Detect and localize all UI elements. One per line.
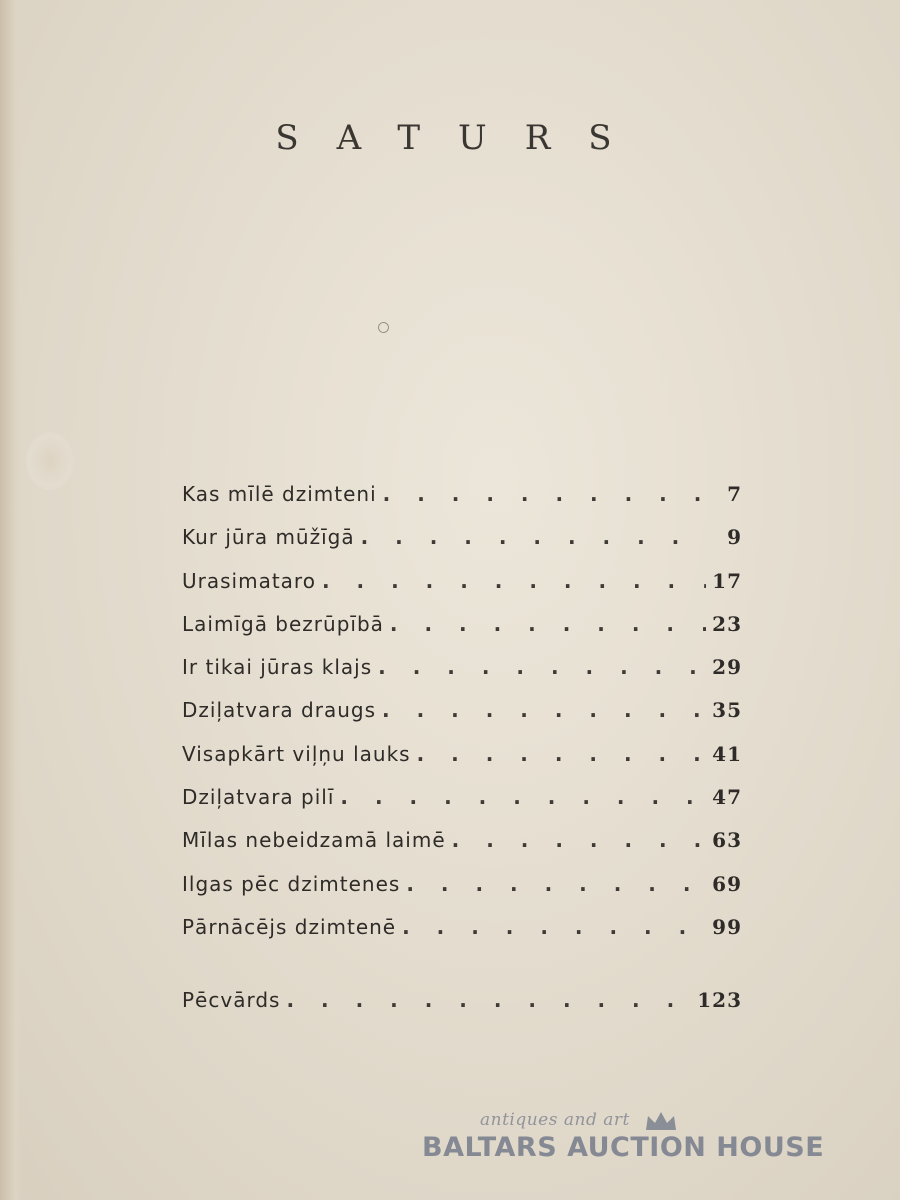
toc-entry <box>182 742 742 785</box>
dot-leader <box>390 612 706 636</box>
toc-entry-page: 9 <box>727 525 742 550</box>
toc-entry-title: Ir tikai jūras klajs <box>182 655 373 680</box>
toc-entry-title: Laimīgā bezrūpībā <box>182 611 384 636</box>
toc-entry-title: Ilgas pēc dzimtenes <box>182 871 401 896</box>
dot-leader <box>361 525 706 549</box>
paper-stain <box>26 432 74 490</box>
toc-entry-title: Visapkārt viļņu lauks <box>182 741 411 766</box>
toc-entry <box>182 698 742 741</box>
page-edge-shadow <box>0 0 22 1200</box>
toc-entry-page: 23 <box>712 611 742 636</box>
dot-leader <box>378 655 706 679</box>
toc-entry-page: 99 <box>712 914 742 939</box>
toc-entry <box>182 785 742 828</box>
toc-entry-title: Pārnācējs dzimtenē <box>182 914 397 939</box>
toc-entry <box>182 915 742 958</box>
watermark <box>420 1110 825 1170</box>
crown-icon <box>644 1110 678 1132</box>
toc-entry-page: 47 <box>712 785 742 810</box>
toc-entry <box>182 525 742 568</box>
dot-leader <box>402 915 706 939</box>
dot-leader <box>340 785 706 809</box>
dot-leader <box>286 988 691 1012</box>
dot-leader <box>452 828 706 852</box>
toc-entry <box>182 482 742 525</box>
toc-entry-title: Kur jūra mūžīgā <box>182 525 355 550</box>
toc-entry <box>182 612 742 655</box>
toc-entry-page: 7 <box>727 482 742 506</box>
toc-entry-page: 63 <box>712 828 742 853</box>
toc-entry-page: 35 <box>712 698 742 723</box>
toc-entry <box>182 655 742 698</box>
dot-leader <box>382 698 706 722</box>
toc-entry-title: Mīlas nebeidzamā laimē <box>182 828 446 853</box>
watermark-tagline: antiques and art <box>480 1110 630 1130</box>
toc-entry-page: 123 <box>697 988 742 1013</box>
toc-entry-page: 69 <box>712 871 742 896</box>
toc-entry <box>182 569 742 612</box>
toc-entry-title: Pēcvārds <box>182 988 281 1013</box>
toc-entry-title: Dziļatvara pilī <box>182 785 335 810</box>
toc-entry <box>182 872 742 915</box>
toc-entry-page: 41 <box>712 741 742 766</box>
toc-entry-page: 29 <box>712 655 742 680</box>
dot-leader <box>322 569 706 593</box>
dot-leader <box>383 482 706 506</box>
toc-afterword-entry <box>182 988 742 1031</box>
toc-entry-title: Dziļatvara draugs <box>182 698 377 723</box>
watermark-brand: BALTARS AUCTION HOUSE <box>422 1132 825 1163</box>
toc-entry <box>182 828 742 871</box>
toc-entry-page: 17 <box>712 568 742 593</box>
dot-leader <box>406 872 706 896</box>
paper-speck <box>378 322 389 333</box>
page-title: SATURS <box>275 118 650 158</box>
toc-entry-title: Urasimataro <box>182 568 316 593</box>
dot-leader <box>417 742 706 766</box>
table-of-contents <box>182 482 742 1032</box>
toc-entry-title: Kas mīlē dzimteni <box>182 482 377 506</box>
